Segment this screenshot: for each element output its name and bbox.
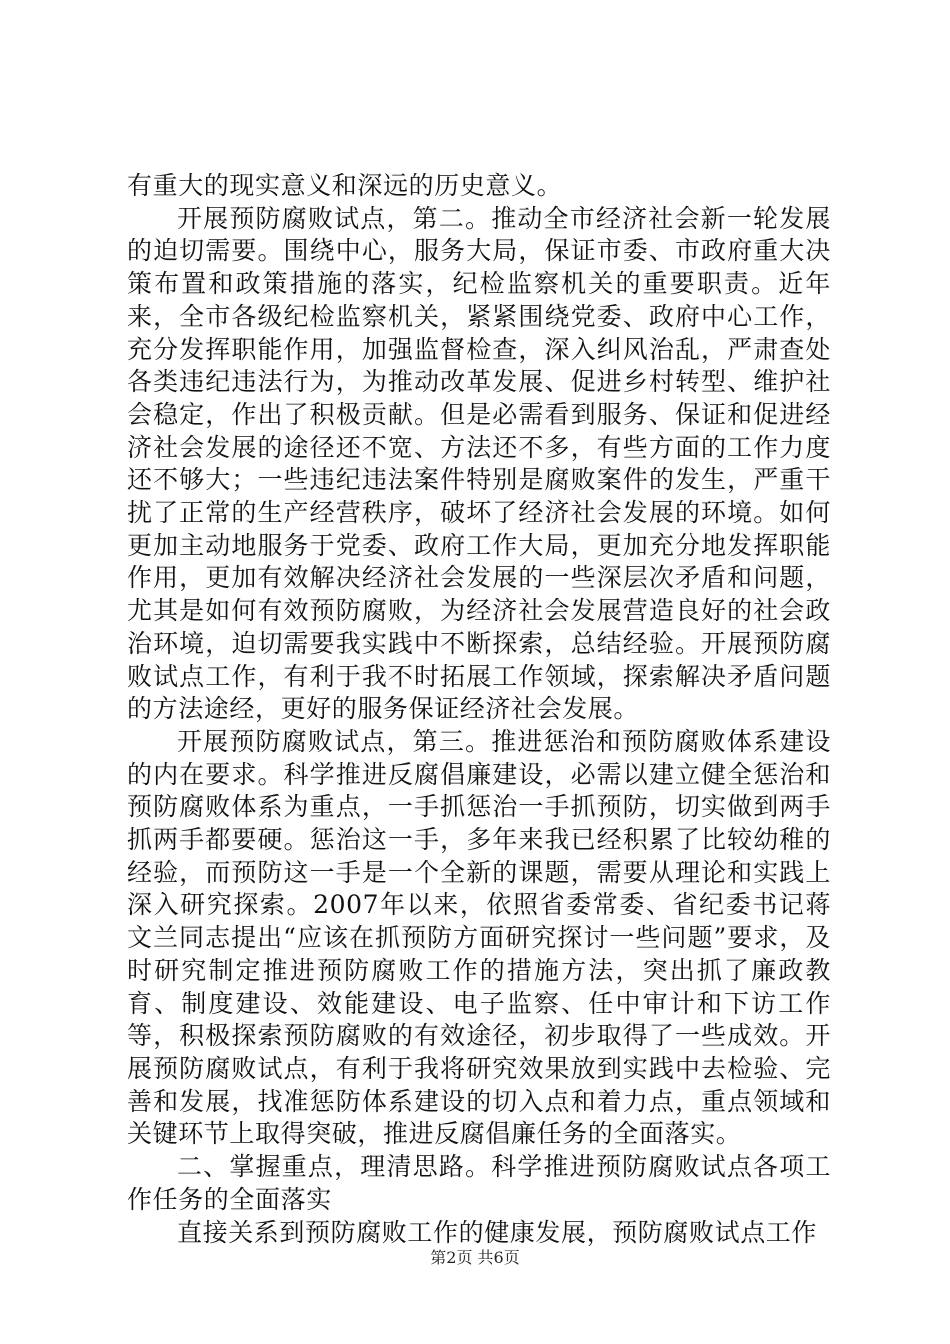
body-text bbox=[127, 170, 831, 1249]
paragraph-section-two-start: 直接关系到预防腐败工作的健康发展，预防腐败试点工作 bbox=[177, 1217, 818, 1247]
section-heading-two: 二、掌握重点，理清思路。科学推进预防腐败试点各项工作任务的全面落实 bbox=[127, 1152, 831, 1214]
page-footer: 第2页 共6页 bbox=[430, 1248, 520, 1267]
paragraph-third-point: 开展预防腐败试点，第三。推进惩治和预防腐败体系建设的内在要求。科学推进反腐倡廉建设，必需以建立健全惩治和预防腐败体系为重点，一手抓惩治一手抓预防，切实做到两手抓两手都要硬。惩治这一手，多年来我已经积累了比较幼稚的经验，而预防这一手是一个全新的课题，需要从理论和实践上深入研究探索。2007年以来，依照省委常委、省纪委书记蒋文兰同志提出“应该在抓预防方面研究探讨一些问题”要求，及时研究制定推进预防腐败工作的措施方法，突出抓了廉政教育、制度建设、效能建设、电子监察、任中审计和下访工作等，积极探索预防腐败的有效途径，初步取得了一些成效。开展预防腐败试点，有利于我将研究效果放到实践中去检验、完善和发展，找准惩防体系建设的切入点和着力点，重点领域和关键环节上取得突破，推进反腐倡廉任务的全面落实。 bbox=[127, 726, 831, 1149]
paragraph-second-point: 开展预防腐败试点，第二。推动全市经济社会新一轮发展的迫切需要。围绕中心，服务大局，保证市委、市政府重大决策布置和政策措施的落实，纪检监察机关的重要职责。近年来，全市各级纪检监察机关，紧紧围绕党委、政府中心工作，充分发挥职能作用，加强监督检查，深入纠风治乱，严肃查处各类违纪违法行为，为推动改革发展、促进乡村转型、维护社会稳定，作出了积极贡献。但是必需看到服务、保证和促进经济社会发展的途径还不宽、方法还不多，有些方面的工作力度还不够大；一些违纪违法案件特别是腐败案件的发生，严重干扰了正常的生产经营秩序，破坏了经济社会发展的环境。如何更加主动地服务于党委、政府工作大局，更加充分地发挥职能作用，更加有效解决经济社会发展的一些深层次矛盾和问题，尤其是如何有效预防腐败，为经济社会发展营造良好的社会政治环境，迫切需要我实践中不断探索，总结经验。开展预防腐败试点工作，有利于我不时拓展工作领域，探索解决矛盾问题的方法途经，更好的服务保证经济社会发展。 bbox=[127, 203, 831, 724]
paragraph-continuation: 有重大的现实意义和深远的历史意义。 bbox=[127, 171, 563, 200]
